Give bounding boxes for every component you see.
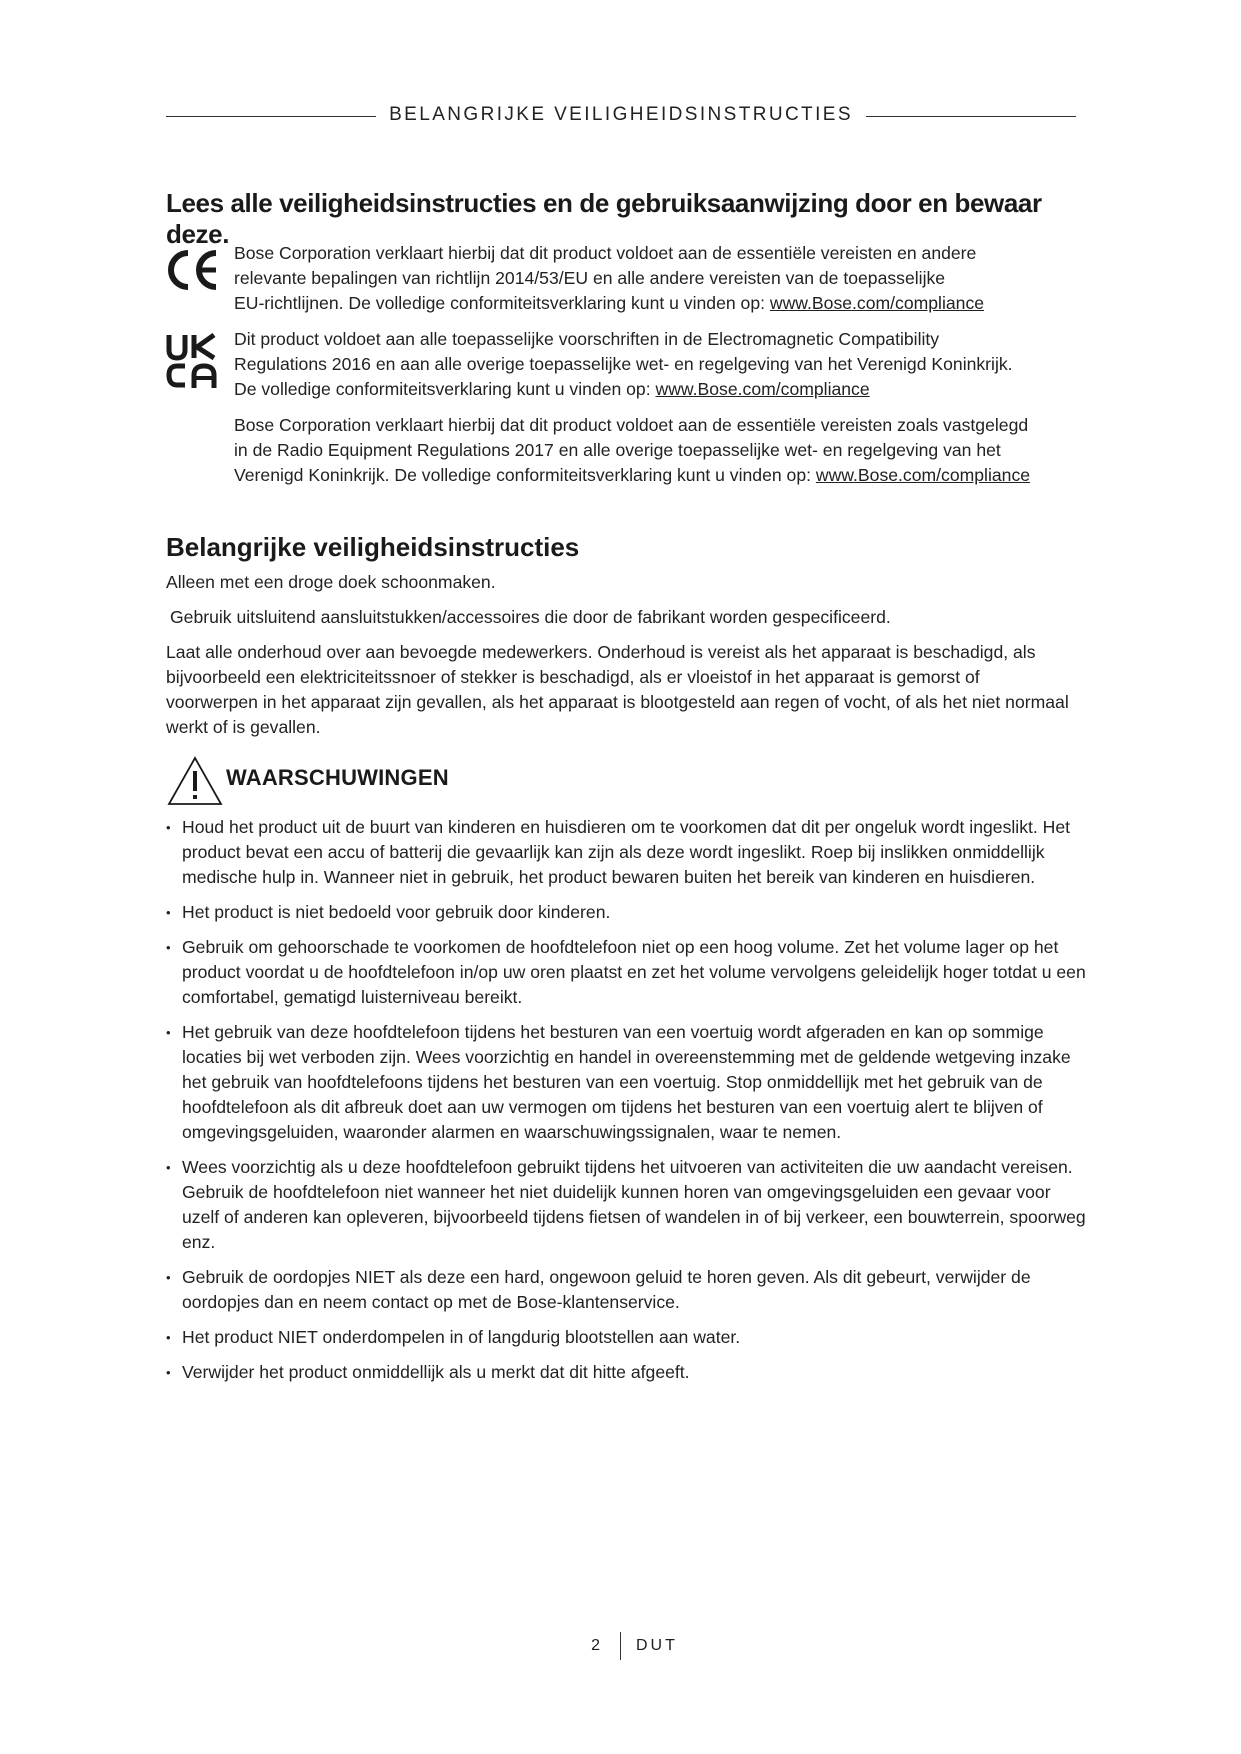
ukca-line-3-text: De volledige conformiteitsverklaring kunt u vinden op: <box>234 379 656 399</box>
bullet-marker: • <box>166 1025 171 1040</box>
ce-line-3-text: EU-richtlijnen. De volledige conformiteitsverklaring kunt u vinden op: <box>234 293 770 313</box>
ukca-line-1: Dit product voldoet aan alle toepasselijke voorschriften in de Electromagnetic Compatibility <box>234 329 940 349</box>
ukca-text <box>234 327 1084 402</box>
warning-item <box>166 1325 1086 1350</box>
warning-item-text: Gebruik de oordopjes NIET als deze een hard, ongewoon geluid te horen geven. Als dit gebeurt, verwijder de oordopjes dan en neem contact op met de Bose-klantenservice. <box>182 1267 1031 1312</box>
warning-item-text: Wees voorzichtig als u deze hoofdtelefoon gebruikt tijdens het uitvoeren van activiteiten die uw aandacht vereisen. Gebruik de hoofdtelefoon niet wanneer het niet duidelijk kunnen horen van omgevingsgeluiden een gevaar voor uzelf of anderen kan opleveren, bijvoorbeeld tijdens fietsen of wandelen in of bij verkeer, een bouwterrein, spoorweg enz. <box>182 1157 1086 1252</box>
bullet-marker: • <box>166 820 171 835</box>
safety-paragraph-1: Alleen met een droge doek schoonmaken. <box>166 572 496 592</box>
ce-line-3 <box>234 291 1084 316</box>
radio-line-2: in de Radio Equipment Regulations 2017 en alle overige toepasselijke wet- en regelgeving van het <box>234 440 1001 460</box>
safety-paragraph-3: Laat alle onderhoud over aan bevoegde medewerkers. Onderhoud is vereist als het apparaat is beschadigd, als bijvoorbeeld een elektriciteitssnoer of stekker is beschadigd, als er vloeistof in het apparaat is gemorst of voorwerpen in het apparaat zijn gevallen, als het apparaat is blootgesteld aan regen of vocht, of als het niet normaal werkt of is gevallen. <box>166 642 1069 737</box>
language-code: DUT <box>636 1637 678 1654</box>
ukca-line-3 <box>234 377 1084 402</box>
ce-line-2: relevante bepalingen van richtlijn 2014/53/EU en alle andere vereisten van de toepasselijke <box>234 268 946 288</box>
warning-item <box>166 1265 1086 1315</box>
bullet-marker: • <box>166 1330 171 1345</box>
radio-compliance-link[interactable]: www.Bose.com/compliance <box>815 465 1031 485</box>
warning-item <box>166 1155 1086 1255</box>
ce-compliance-link[interactable]: www.Bose.com/compliance <box>769 293 985 313</box>
bullet-marker: • <box>166 940 171 955</box>
warning-item-text: Houd het product uit de buurt van kinderen en huisdieren om te voorkomen dat dit per ongeluk wordt ingeslikt. Het product bevat een accu of batterij die gevaarlijk kan zijn als deze wordt ingeslikt. Roep bij inslikken onmiddellijk medische hulp in. Wanneer niet in gebruik, het product bewaren buiten het bereik van kinderen en huisdieren. <box>182 817 1071 887</box>
warning-item <box>166 935 1086 1010</box>
warning-item-text: Het product NIET onderdompelen in of langdurig blootstellen aan water. <box>182 1327 741 1347</box>
safety-paragraph-2: Gebruik uitsluitend aansluitstukken/accessoires die door de fabrikant worden gespecificeerd. <box>170 607 891 627</box>
bullet-marker: • <box>166 1270 171 1285</box>
radio-line-3-text: Verenigd Koninkrijk. De volledige conformiteitsverklaring kunt u vinden op: <box>234 465 816 485</box>
page-header <box>166 104 1076 128</box>
warning-item <box>166 815 1086 890</box>
warnings-list <box>166 815 1086 1395</box>
warnings-heading <box>166 755 666 807</box>
warning-item-text: Het gebruik van deze hoofdtelefoon tijdens het besturen van een voertuig wordt afgeraden en kan op sommige locaties bij wet verboden zijn. Wees voorzichtig en handel in overeenstemming met de geldende wetgeving inzake het gebruik van hoofdtelefoons tijdens het besturen van een voertuig. Stop onmiddellijk met het gebruik van de hoofdtelefoon als dit afbreuk doet aan uw vermogen om tijdens het besturen van een voertuig alert te blijven of omgevingsgeluiden, waaronder alarmen en waarschuwingssignalen, waar te nemen. <box>182 1022 1071 1142</box>
ukca-mark-icon <box>166 333 220 391</box>
header-rule-right <box>866 116 1076 117</box>
warning-item-text: Het product is niet bedoeld voor gebruik door kinderen. <box>182 902 611 922</box>
radio-line-1: Bose Corporation verklaart hierbij dat dit product voldoet aan de essentiële vereisten zoals vastgelegd <box>234 415 1029 435</box>
warning-item <box>166 1020 1086 1145</box>
page-footer <box>0 1632 1241 1662</box>
bullet-marker: • <box>166 1160 171 1175</box>
ukca-line-2: Regulations 2016 en aan alle overige toepasselijke wet- en regelgeving van het Verenigd Koninkrijk. <box>234 354 1013 374</box>
warning-item <box>166 900 1086 925</box>
ce-text <box>234 241 1084 316</box>
bullet-marker: • <box>166 905 171 920</box>
warning-item <box>166 1360 1086 1385</box>
ce-line-1: Bose Corporation verklaart hierbij dat dit product voldoet aan de essentiële vereisten en andere <box>234 243 977 263</box>
warning-triangle-icon <box>166 755 224 807</box>
warning-item-text: Verwijder het product onmiddellijk als u merkt dat dit hitte afgeeft. <box>182 1362 690 1382</box>
ce-mark-icon <box>166 249 220 291</box>
bullet-marker: • <box>166 1365 171 1380</box>
ukca-compliance-link[interactable]: www.Bose.com/compliance <box>655 379 870 399</box>
footer-divider <box>620 1632 621 1660</box>
page-number: 2 <box>591 1637 601 1654</box>
radio-line-3 <box>234 463 1084 488</box>
warnings-label: WAARSCHUWINGEN <box>226 765 449 790</box>
intro-heading: Lees alle veiligheidsinstructies en de gebruiksaanwijzing door en bewaar deze. <box>166 188 1042 249</box>
warning-item-text: Gebruik om gehoorschade te voorkomen de hoofdtelefoon niet op een hoog volume. Zet het volume lager op het product voordat u de hoofdtelefoon in/op uw oren plaatst en zet het volume vervolgens geleidelijk hoger totdat u een comfortabel, gematigd luisterniveau bereikt. <box>182 937 1086 1007</box>
header-title: BELANGRIJKE VEILIGHEIDSINSTRUCTIES <box>389 104 853 125</box>
radio-text <box>234 413 1084 488</box>
safety-heading: Belangrijke veiligheidsinstructies <box>166 532 580 562</box>
